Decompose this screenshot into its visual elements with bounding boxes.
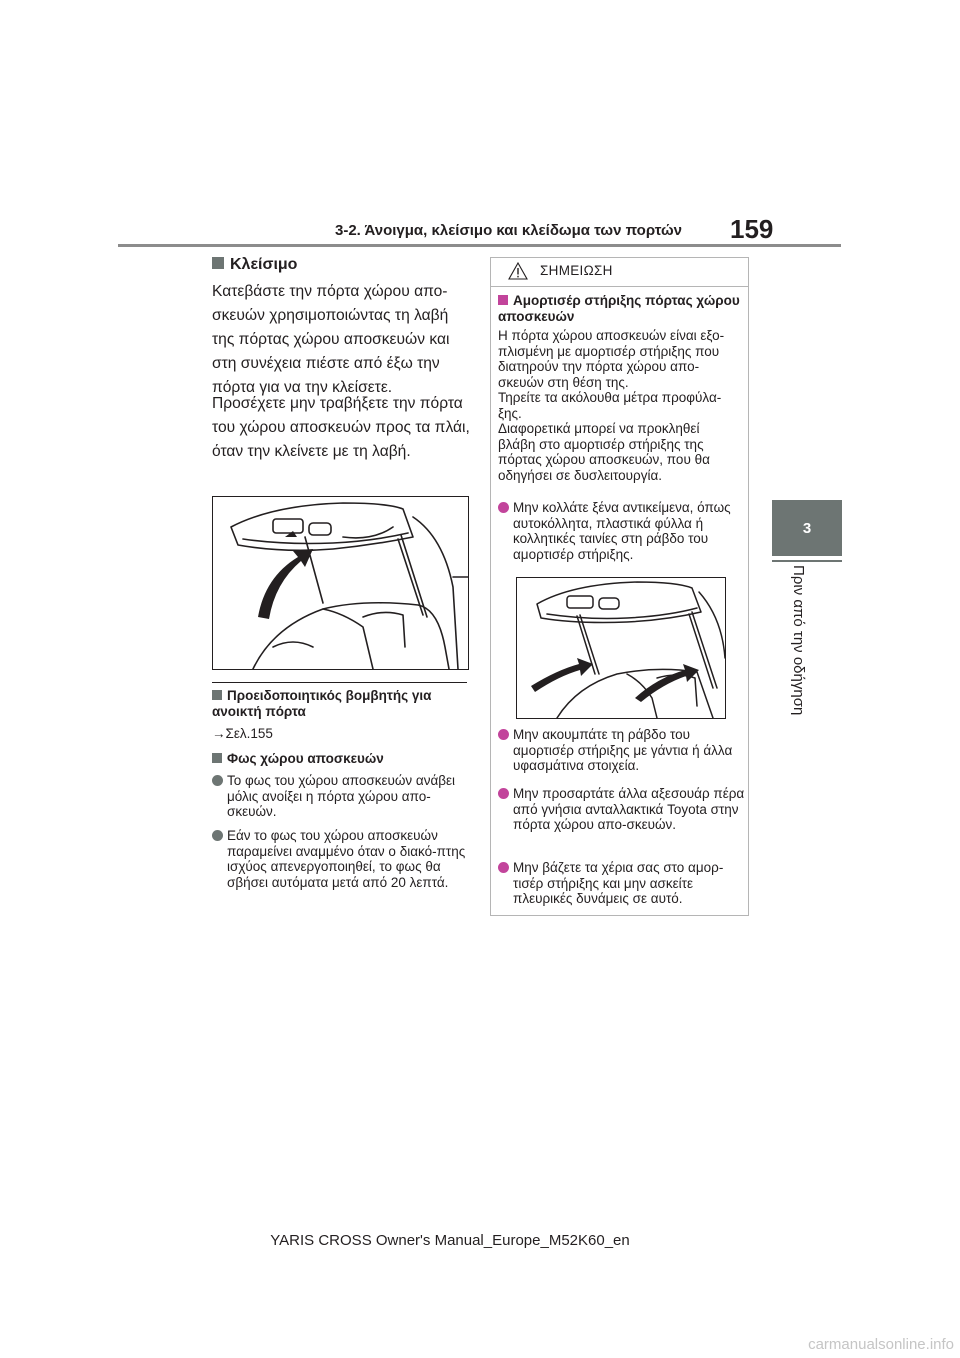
damper-stay-heading: Αμορτισέρ στήριξης πόρτας χώρου αποσκευών [498, 293, 740, 324]
closing-paragraph-1: Κατεβάστε την πόρτα χώρου απο-σκευών χρησιμοποιώντας τη λαβή της πόρτας χώρου αποσκευών και στη συνέχεια πιέστε από έξω την πόρτα για να την κλείσετε. [212, 283, 450, 396]
luggage-light-bullet: Εάν το φως του χώρου αποσκευών παραμείνει αναμμένο όταν ο διακό-πτης ισχύος απενεργοποιηθεί, το φως θα σβήσει αυτόματα μετά από 20 λεπτά. [212, 828, 474, 890]
square-bullet-icon [212, 690, 222, 700]
notice-title: ΣΗΜΕΙΩΣΗ [540, 263, 613, 278]
buzzer-page-reference: →Σελ.155 [212, 726, 273, 741]
tailgate-closing-illustration [212, 496, 469, 670]
chapter-tab-divider [772, 560, 842, 562]
header-divider [118, 244, 841, 247]
page-number: 159 [730, 214, 774, 244]
damper-stay-drawing [517, 578, 725, 718]
notice-header-divider [490, 286, 749, 287]
damper-stay-illustration [516, 577, 726, 719]
square-bullet-icon [212, 257, 224, 269]
circle-bullet-icon [212, 830, 223, 841]
circle-bullet-icon [498, 502, 509, 513]
footer-manual-id: YARIS CROSS Owner's Manual_Europe_M52K60_en [270, 1232, 630, 1249]
circle-bullet-icon [498, 862, 509, 873]
luggage-light-bullet: Το φως του χώρου αποσκευών ανάβει μόλις ανοίξει η πόρτα χώρου απο-σκευών. [212, 773, 474, 820]
figure-divider [212, 682, 467, 683]
square-bullet-icon [498, 295, 508, 305]
warning-triangle-icon [508, 262, 528, 280]
circle-bullet-icon [498, 788, 509, 799]
square-bullet-icon [212, 753, 222, 763]
section-title: 3-2. Άνοιγμα, κλείσιμο και κλείδωμα των πορτών [335, 222, 682, 239]
chapter-title: Πριν από την οδήγηση [790, 565, 807, 716]
buzzer-heading: Προειδοποιητικός βομβητής για ανοικτή πόρτα [212, 688, 432, 719]
circle-bullet-icon [212, 775, 223, 786]
notice-bullet: Μην ακουμπάτε τη ράβδο του αμορτισέρ στήριξης με γάντια ή άλλα υφασμάτινα στοιχεία. [498, 727, 745, 774]
notice-intro: Η πόρτα χώρου αποσκευών είναι εξο- πλισμένη με αμορτισέρ στήριξης που διατηρούν την πόρτα χώρου απο- σκευών στη θέση της. Τηρείτε τα ακόλουθα μέτρα προφύλα- ξης. Διαφορετικά μπορεί να προκληθεί βλάβη στο αμορτισέρ στήριξης της πόρτας χώρου αποσκευών, που θα οδηγήσει σε δυσλειτουργία. [498, 328, 725, 483]
tailgate-closing-drawing [213, 497, 468, 669]
luggage-light-heading: Φως χώρου αποσκευών [212, 751, 472, 767]
circle-bullet-icon [498, 729, 509, 740]
chapter-number: 3 [802, 519, 812, 537]
closing-paragraph-2: Προσέχετε μην τραβήξετε την πόρτα του χώρου αποσκευών προς τα πλάι, όταν την κλείνετε με τη λαβή. [212, 395, 470, 460]
notice-bullet: Μην βάζετε τα χέρια σας στο αμορ-τισέρ στήριξης και μην ασκείτε πλευρικές δυνάμεις σε αυτό. [498, 860, 745, 907]
closing-heading: Κλείσιμο [212, 256, 297, 274]
notice-bullet: Μην προσαρτάτε άλλα αξεσουάρ πέρα από γνήσια ανταλλακτικά Toyota στην πόρτα χώρου απο-σκευών. [498, 786, 745, 833]
notice-bullet: Μην κολλάτε ξένα αντικείμενα, όπως αυτοκόλλητα, πλαστικά φύλλα ή κολλητικές ταινίες στη ράβδο του αμορτισέρ στήριξης. [498, 500, 745, 562]
watermark: carmanualsonline.info [808, 1336, 954, 1353]
